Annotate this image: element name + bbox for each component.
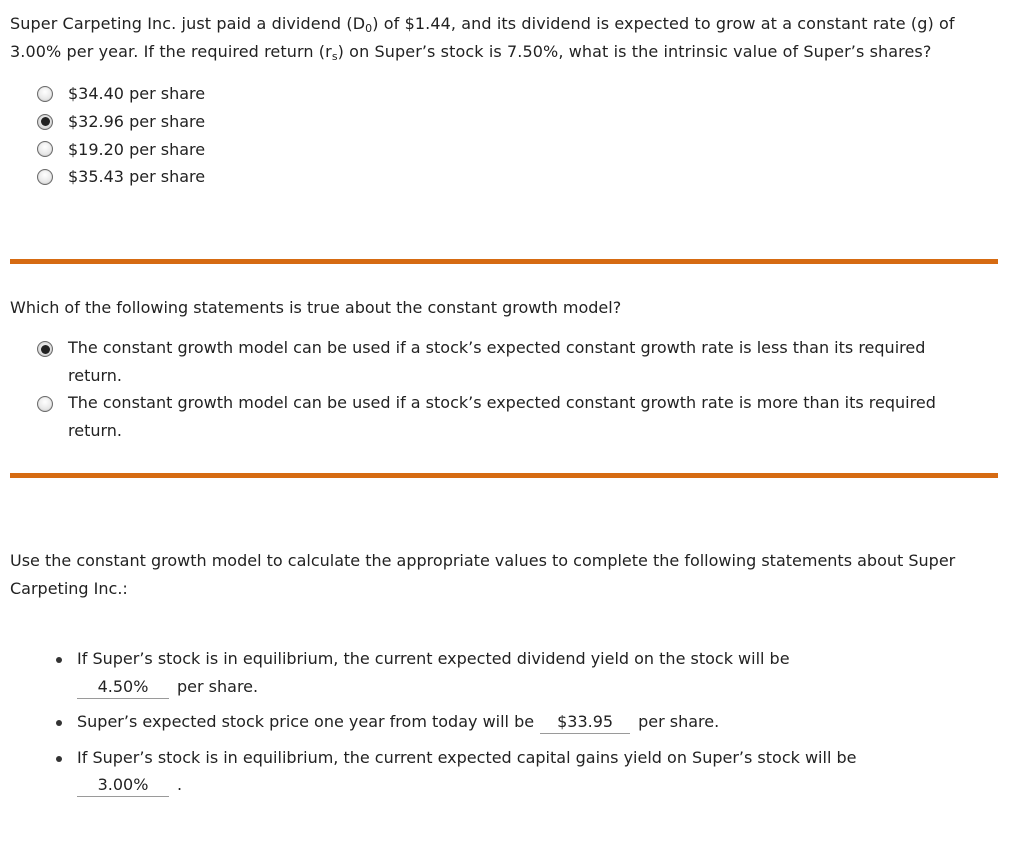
q1-option-4[interactable] — [37, 163, 205, 191]
option-label: The constant growth model can be used if a stock’s expected constant growth rate is less than its required return. — [68, 338, 926, 385]
bullet-icon — [56, 720, 62, 726]
capital-gains-yield-answer[interactable]: 3.00% — [77, 774, 169, 797]
radio-button-icon[interactable] — [37, 141, 53, 157]
question-1-options — [37, 80, 205, 191]
statement-text: per share. — [177, 676, 259, 696]
q1-text-part: Super Carpeting Inc. just paid a dividend (D — [10, 14, 366, 33]
q2-option-1[interactable] — [37, 334, 982, 389]
list-item — [55, 744, 1005, 799]
radio-button-selected-icon[interactable] — [37, 114, 53, 130]
list-item — [55, 645, 1005, 700]
statement-text: . — [177, 775, 183, 794]
expected-price-answer[interactable]: $33.95 — [540, 711, 630, 734]
q1-text-part: ) of $1.44, and its dividend is expected to grow at a constant rate (g) of 3.00% per year. If the required return (r — [10, 14, 955, 61]
option-label: $34.40 per share — [68, 84, 206, 104]
dividend-yield-answer[interactable]: 4.50% — [77, 676, 169, 699]
q1-option-2[interactable] — [37, 108, 205, 136]
section-divider — [10, 473, 998, 478]
statement-list — [55, 645, 1005, 799]
rs-subscript: s — [331, 50, 338, 63]
bullet-icon — [56, 756, 62, 762]
radio-button-icon[interactable] — [37, 86, 53, 102]
bullet-icon — [56, 657, 62, 663]
radio-button-icon[interactable] — [37, 396, 53, 412]
radio-button-selected-icon[interactable] — [37, 341, 53, 357]
option-label: $32.96 per share — [68, 112, 206, 132]
section-divider — [10, 259, 998, 264]
radio-button-icon[interactable] — [37, 169, 53, 185]
question-1-text — [10, 10, 1010, 66]
statement-text: per share. — [638, 712, 720, 731]
question-2-text: Which of the following statements is true about the constant growth model? — [10, 298, 622, 317]
option-label: $35.43 per share — [68, 167, 206, 187]
q1-option-3[interactable] — [37, 135, 205, 163]
statement-text: If Super’s stock is in equilibrium, the current expected dividend yield on the stock will be — [77, 649, 790, 668]
q1-text-part: ) on Super’s stock is 7.50%, what is the intrinsic value of Super’s shares? — [337, 42, 932, 61]
q1-option-1[interactable] — [37, 80, 205, 108]
option-label: The constant growth model can be used if a stock’s expected constant growth rate is more than its required return. — [68, 393, 936, 440]
d0-subscript: 0 — [365, 22, 373, 35]
q2-option-2[interactable] — [37, 389, 982, 444]
statement-text: If Super’s stock is in equilibrium, the current expected capital gains yield on Super’s stock will be — [77, 747, 857, 767]
statement-text: Super’s expected stock price one year from today will be — [77, 712, 535, 731]
option-label: $19.20 per share — [68, 139, 206, 159]
list-item — [55, 708, 1005, 736]
question-3-text: Use the constant growth model to calculate the appropriate values to complete the following statements about Super Carpeting Inc.: — [10, 551, 956, 598]
question-2-options — [37, 334, 982, 444]
